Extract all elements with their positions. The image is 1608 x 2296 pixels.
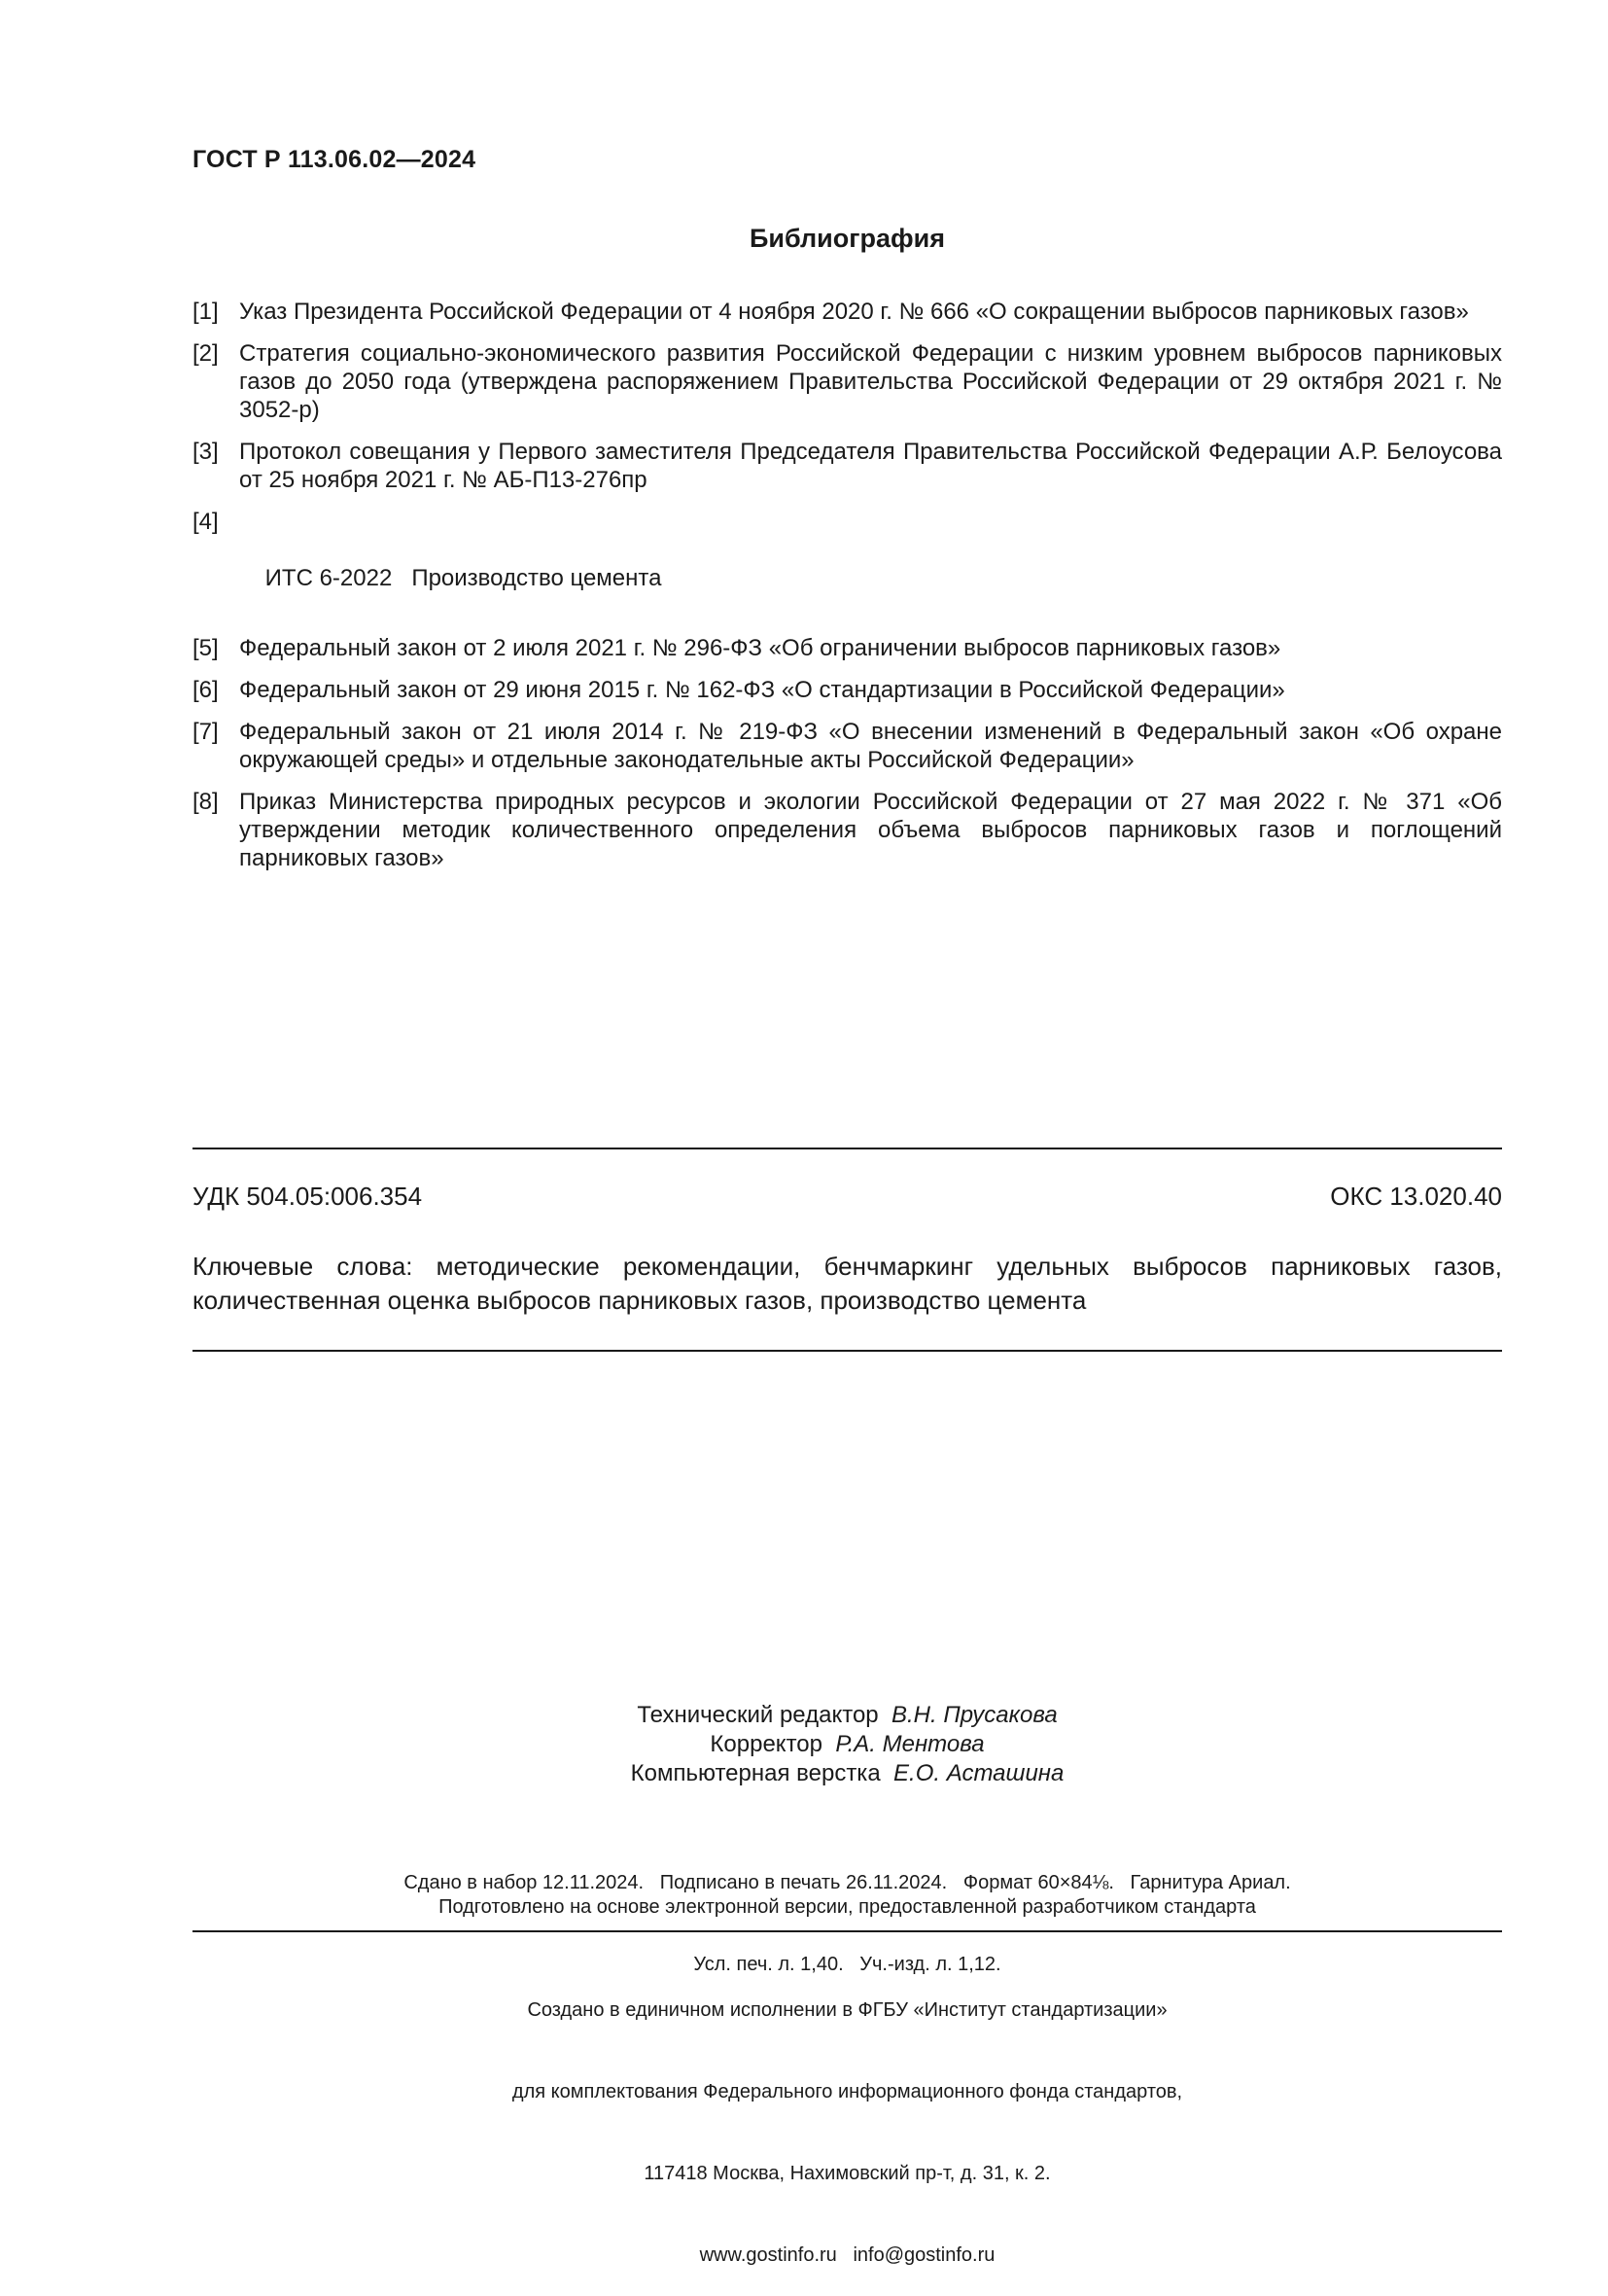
reference-text: Федеральный закон от 21 июля 2014 г. № 219-ФЗ «О внесении изменений в Федеральный закон «Об охране окружающей среды» и отдельные законодательные акты Российской Федерации»: [239, 719, 1502, 773]
credits-block: [192, 1701, 1502, 1788]
credit-role: Корректор: [710, 1731, 822, 1757]
bibliography-item: [192, 339, 1502, 424]
bibliography-list: [192, 298, 1502, 886]
credit-name: В.Н. Прусакова: [891, 1702, 1058, 1728]
reference-number: [8]: [192, 789, 219, 815]
divider-top: [192, 1148, 1502, 1149]
credit-line: [192, 1730, 1502, 1759]
bibliography-item: [192, 676, 1502, 704]
bibliography-title: Библиография: [750, 224, 945, 253]
keywords: Ключевые слова: методические рекомендации, бенчмаркинг удельных выбросов парниковых газов, количественная оценка выбросов парниковых газов, производство цемента: [192, 1252, 1502, 1315]
print-info-line: Усл. печ. л. 1,40. Уч.-изд. л. 1,12.: [693, 1954, 1001, 1975]
reference-number: [7]: [192, 719, 219, 745]
reference-text: ИТС 6-2022 Производство цемента: [264, 565, 662, 591]
publisher-line: www.gostinfo.ru info@gostinfo.ru: [699, 2244, 996, 2266]
reference-number: [3]: [192, 439, 219, 465]
document-code: ГОСТ Р 113.06.02—2024: [192, 146, 476, 173]
reference-number: [1]: [192, 299, 219, 325]
publisher-line: 117418 Москва, Нахимовский пр-т, д. 31, к. 2.: [644, 2163, 1051, 2184]
divider-bottom: [192, 1930, 1502, 1932]
bibliography-item: [192, 788, 1502, 872]
reference-number: [2]: [192, 340, 219, 367]
reference-text: Указ Президента Российской Федерации от 4 ноября 2020 г. № 666 «О сокращении выбросов парниковых газов»: [239, 299, 1469, 325]
bibliography-item: [192, 718, 1502, 774]
credit-line: [192, 1759, 1502, 1788]
credit-role: Компьютерная верстка: [630, 1760, 881, 1786]
bibliography-item: [192, 634, 1502, 662]
credit-role: Технический редактор: [637, 1702, 879, 1728]
bibliography-item: [192, 438, 1502, 494]
reference-number: [4]: [192, 509, 219, 535]
reference-number: [6]: [192, 677, 219, 703]
credit-name: Е.О. Асташина: [893, 1760, 1065, 1786]
reference-text: Стратегия социально-экономического развития Российской Федерации с низким уровнем выбросов парниковых газов до 2050 года (утверждена распоряжением Правительства Российской Федерации от 29 октября 2021 г. № 3052-р): [239, 340, 1502, 423]
prepared-note: Подготовлено на основе электронной версии, предоставленной разработчиком стандарта: [438, 1896, 1256, 1918]
reference-text: Федеральный закон от 2 июля 2021 г. № 296-ФЗ «Об ограничении выбросов парниковых газов»: [239, 635, 1281, 661]
reference-text: Протокол совещания у Первого заместителя Председателя Правительства Российской Федерации А.Р. Белоусова от 25 ноября 2021 г. № АБ-П13-276пр: [239, 439, 1502, 493]
udk-code: УДК 504.05:006.354: [192, 1182, 423, 1211]
reference-text: Приказ Министерства природных ресурсов и экологии Российской Федерации от 27 мая 2022 г. № 371 «Об утверждении методик количественного определения объема выбросов парниковых газов и поглощений парниковых газов»: [239, 789, 1502, 871]
print-info-line: Сдано в набор 12.11.2024. Подписано в печать 26.11.2024. Формат 60×84⅛. Гарнитура Ариал.: [403, 1872, 1291, 1893]
credit-name: Р.А. Ментова: [835, 1731, 985, 1757]
publisher-line: Создано в единичном исполнении в ФГБУ «Институт стандартизации»: [527, 1999, 1168, 2021]
bibliography-item: [192, 298, 1502, 326]
publisher-line: для комплектования Федерального информационного фонда стандартов,: [511, 2081, 1183, 2102]
bibliography-item: [192, 508, 1502, 620]
reference-text: Федеральный закон от 29 июня 2015 г. № 162-ФЗ «О стандартизации в Российской Федерации»: [239, 677, 1285, 703]
oks-code: ОКС 13.020.40: [1330, 1182, 1502, 1211]
reference-number: [5]: [192, 635, 219, 661]
divider-keywords: [192, 1350, 1502, 1352]
credit-line: [192, 1701, 1502, 1730]
publisher-info: [192, 1942, 1502, 2296]
